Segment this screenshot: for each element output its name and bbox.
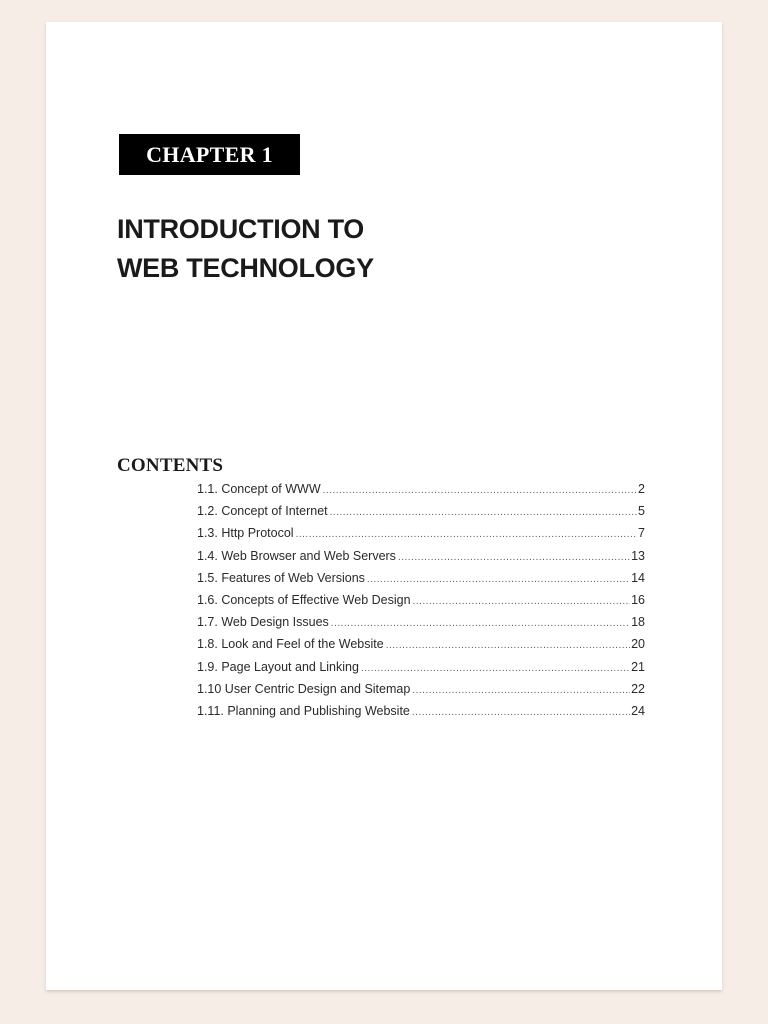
- toc-leader-dots: [361, 663, 630, 674]
- toc-leader-dots: [367, 574, 630, 585]
- document-page: [46, 22, 722, 990]
- chapter-label: CHAPTER 1: [119, 134, 300, 175]
- toc-leader-dots: [330, 507, 637, 518]
- toc-leader-dots: [323, 485, 637, 496]
- toc-entry-label: 1.5. Features of Web Versions: [197, 570, 365, 585]
- toc-entry-page: 21: [631, 659, 645, 674]
- toc-entry[interactable]: [197, 615, 645, 637]
- toc-entry-page: 5: [638, 504, 645, 519]
- contents-heading: CONTENTS: [117, 455, 224, 476]
- toc-entry[interactable]: [197, 571, 645, 593]
- toc-leader-dots: [398, 552, 630, 563]
- toc-leader-dots: [296, 529, 637, 540]
- table-of-contents: [197, 482, 645, 726]
- chapter-title-line-2: WEB TECHNOLOGY: [117, 253, 374, 283]
- toc-entry[interactable]: [197, 704, 645, 726]
- toc-entry[interactable]: [197, 504, 645, 526]
- toc-leader-dots: [386, 640, 630, 651]
- toc-entry-page: 7: [638, 526, 645, 541]
- toc-entry-page: 14: [631, 570, 645, 585]
- toc-leader-dots: [331, 618, 630, 629]
- chapter-title-line-1: INTRODUCTION TO: [117, 214, 364, 244]
- toc-entry-page: 18: [631, 615, 645, 630]
- toc-leader-dots: [412, 685, 630, 696]
- toc-entry-page: 16: [631, 592, 645, 607]
- toc-entry-label: 1.1. Concept of WWW: [197, 482, 321, 496]
- toc-entry-label: 1.4. Web Browser and Web Servers: [197, 548, 396, 563]
- toc-entry-page: 20: [631, 637, 645, 652]
- toc-entry[interactable]: [197, 637, 645, 659]
- toc-entry-label: 1.2. Concept of Internet: [197, 504, 328, 519]
- toc-entry[interactable]: [197, 526, 645, 548]
- toc-entry[interactable]: [197, 549, 645, 571]
- toc-entry-label: 1.8. Look and Feel of the Website: [197, 637, 384, 652]
- toc-entry-label: 1.3. Http Protocol: [197, 526, 294, 541]
- toc-entry-label: 1.10 User Centric Design and Sitemap: [197, 681, 411, 696]
- toc-entry[interactable]: [197, 682, 645, 704]
- toc-entry-label: 1.6. Concepts of Effective Web Design: [197, 592, 411, 607]
- toc-entry-label: 1.9. Page Layout and Linking: [197, 659, 359, 674]
- toc-entry[interactable]: [197, 660, 645, 682]
- toc-entry[interactable]: [197, 593, 645, 615]
- toc-entry-page: 2: [638, 482, 645, 496]
- toc-entry[interactable]: [197, 482, 645, 504]
- toc-entry-page: 13: [631, 548, 645, 563]
- toc-leader-dots: [412, 707, 630, 718]
- toc-entry-label: 1.7. Web Design Issues: [197, 615, 329, 630]
- chapter-title: [117, 210, 374, 288]
- toc-entry-page: 24: [631, 703, 645, 718]
- toc-leader-dots: [413, 596, 631, 607]
- toc-entry-label: 1.11. Planning and Publishing Website: [197, 703, 410, 718]
- toc-entry-page: 22: [631, 681, 645, 696]
